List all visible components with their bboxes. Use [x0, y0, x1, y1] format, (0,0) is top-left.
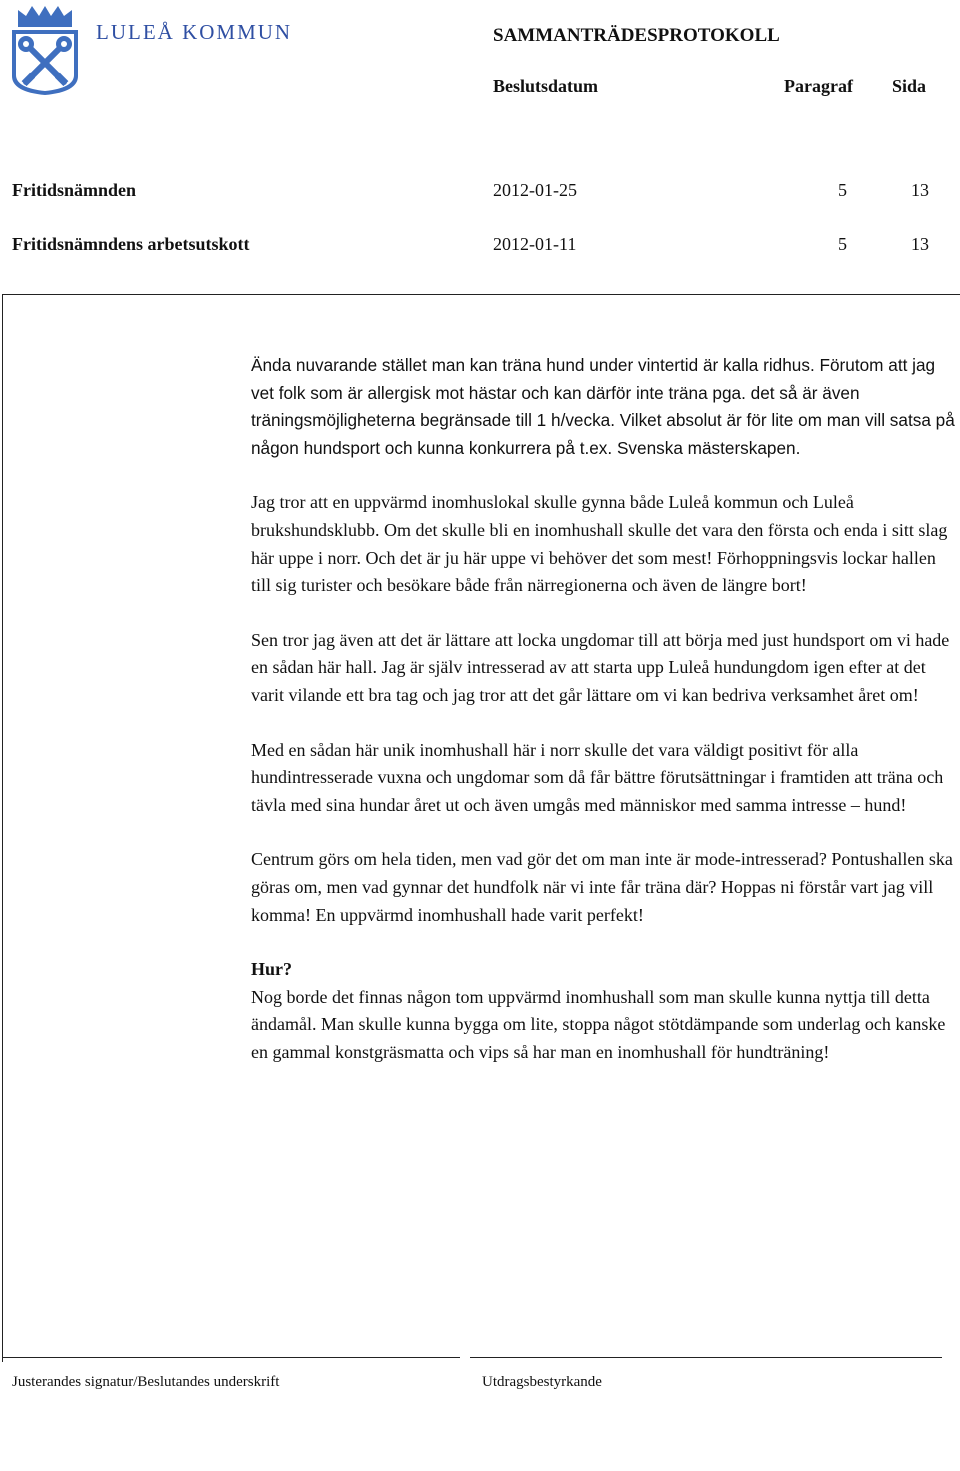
- org-name: LULEÅ KOMMUN: [96, 20, 293, 44]
- meta-body-name: Fritidsnämnden: [12, 180, 137, 200]
- document-body: [251, 352, 960, 1066]
- column-heading-date: Beslutsdatum: [493, 76, 599, 96]
- paragraph: Jag tror att en uppvärmd inomhuslokal skulle gynna både Luleå kommun och Luleå brukshundsklubb. Om det skulle bli en inomhushall skulle det vara den första och enda i sitt slag här uppe i norr. Och det är ju här uppe vi behöver det som mest! Förhoppningsvis lockar hallen till sig turister och besökare både från närregionerna och även de längre bort!: [251, 492, 948, 596]
- paragraph-text: Nog borde det finnas någon tom uppvärmd inomhushall som man skulle kunna nyttja till detta ändamål. Man skulle kunna bygga om lite, stoppa något stötdämpande som underlag och kanske en gammal konstgräsmatta och vips så har man en inomhushall för hundträning!: [251, 986, 946, 1062]
- meta-paragraph: 5: [838, 180, 847, 200]
- meta-page: 13: [911, 180, 929, 200]
- extract-label: Utdragsbestyrkande: [482, 1374, 602, 1390]
- meta-row: [0, 234, 960, 258]
- signature-label: Justerandes signatur/Beslutandes underskrift: [12, 1374, 280, 1390]
- paragraph: Centrum görs om hela tiden, men vad gör det om man inte är mode-intresserad? Pontushallen ska göras om, men vad gynnar det hundfolk när vi inte får träna där? Hoppas ni förstår vart jag vill komma! En uppvärmd inomhushall hade varit perfekt!: [251, 849, 953, 925]
- meta-date: 2012-01-25: [493, 180, 577, 200]
- meta-row: [0, 180, 960, 204]
- meta-paragraph: 5: [838, 234, 847, 254]
- meta-date: 2012-01-11: [493, 234, 577, 254]
- paragraph: Ända nuvarande stället man kan träna hund under vintertid är kalla ridhus. Förutom att jag vet folk som är allergisk mot hästar och kan därför inte träna pga. det så är även träningsmöjligheterna begränsade till 1 h/vecka. Vilket absolut är för lite om man vill satsa på någon hundsport och kunna konkurrera på t.ex. Svenska mästerskapen.: [251, 355, 955, 458]
- paragraph: Sen tror jag även att det är lättare att locka ungdomar till att börja med just hundsport om vi hade en sådan här hall. Jag är själv intresserad av att starta upp Luleå hundungdom igen efter at det varit vilande ett bra tag och jag tror att det går lättare om vi kan bedriva verksamhet året om!: [251, 629, 950, 705]
- column-heading-paragraph: Paragraf: [784, 76, 853, 96]
- column-heading-page: Sida: [892, 76, 927, 96]
- paragraph: Med en sådan här unik inomhushall här i norr skulle det vara väldigt positivt för alla hundintresserade vuxna och ungdomar som då får bättre förutsättningar i framtiden att träna och tävla med sina hundar året ut och även umgås med människor med samma intresse – hund!: [251, 739, 944, 815]
- subheading: Hur?: [251, 959, 293, 980]
- document-type: SAMMANTRÄDESPROTOKOLL: [493, 25, 780, 46]
- meta-body-name: Fritidsnämndens arbetsutskott: [12, 234, 250, 254]
- extract-rule: [470, 1357, 942, 1358]
- coat-of-arms-icon: [10, 4, 80, 96]
- meta-page: 13: [911, 234, 929, 254]
- signature-rule: [2, 1357, 460, 1358]
- paragraph-with-subhead: [251, 956, 960, 1066]
